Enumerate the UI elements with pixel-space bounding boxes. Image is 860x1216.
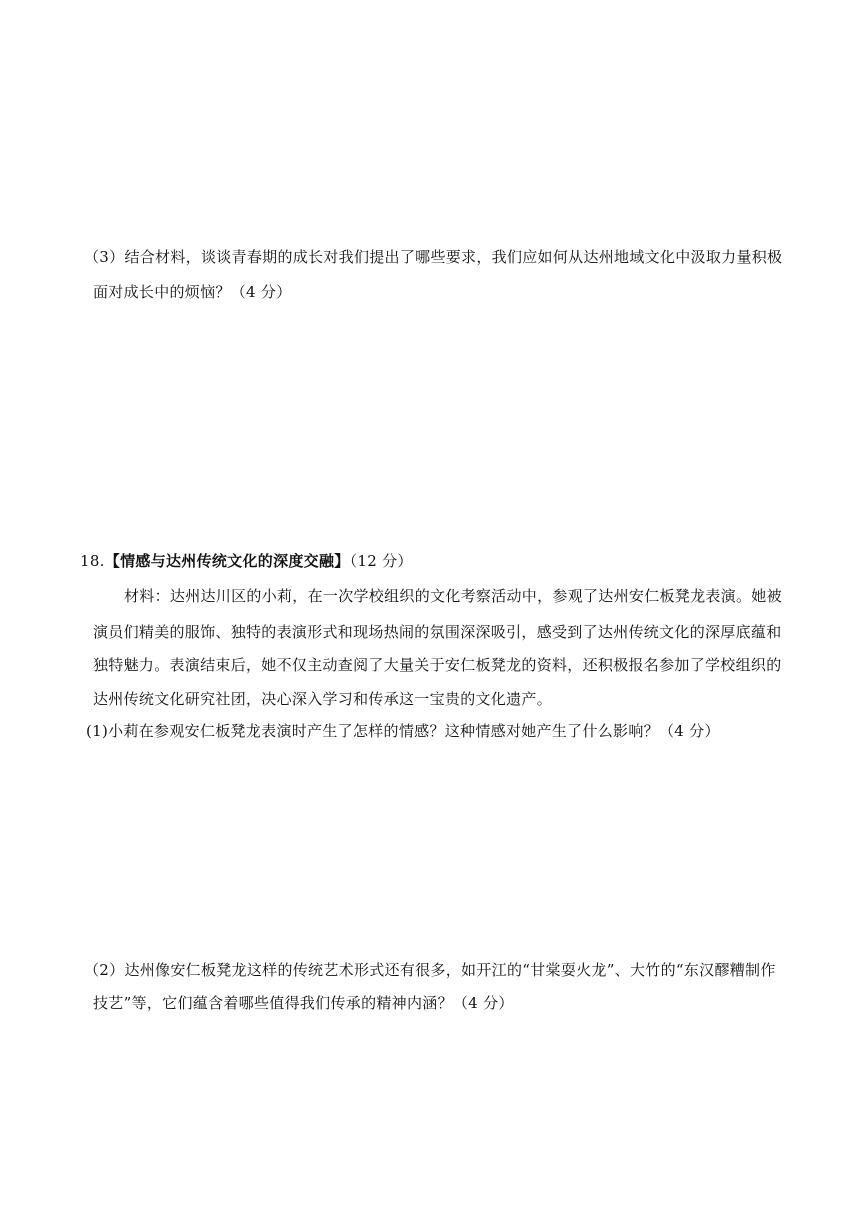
q18-title: 【情感与达州传统文化的深度交融】 [104,552,350,570]
material-line: 独特魅力。表演结束后，她不仅主动查阅了大量关于安仁板凳龙的资料，还积极报名参加了学校组织的 [93,656,782,674]
q17-3-line2: 面对成长中的烦恼？（4 分） [93,283,292,301]
q17-3-line1: （3）结合材料，谈谈青春期的成长对我们提出了哪些要求，我们应如何从达州地域文化中汲取力量积极 [84,248,783,266]
q18-sub2-line1: （2）达州像安仁板凳龙这样的传统艺术形式还有很多，如开江的“甘棠耍火龙”、大竹的“东汉醪糟制作 [84,961,776,979]
material-line: 演员们精美的服饰、独特的表演形式和现场热闹的氛围深深吸引，感受到了达州传统文化的深厚底蕴和 [93,623,782,641]
material-line: 达州传统文化研究社团，决心深入学习和传承这一宝贵的文化遗产。 [93,690,553,708]
q18-points: （12 分） [349,552,413,570]
q18-sub2-line2: 技艺”等，它们蕴含着哪些值得我们传承的精神内涵？（4 分） [93,994,514,1012]
q18-sub1-question: (1)小莉在参观安仁板凳龙表演时产生了怎样的情感？这种情感对她产生了什么影响？（4 分） [86,722,720,740]
q18-number: 18. [80,552,105,570]
material-line: 材料：达州达川区的小莉，在一次学校组织的文化考察活动中，参观了达州安仁板凳龙表演。她被 [124,587,782,605]
q18-heading [80,551,413,571]
